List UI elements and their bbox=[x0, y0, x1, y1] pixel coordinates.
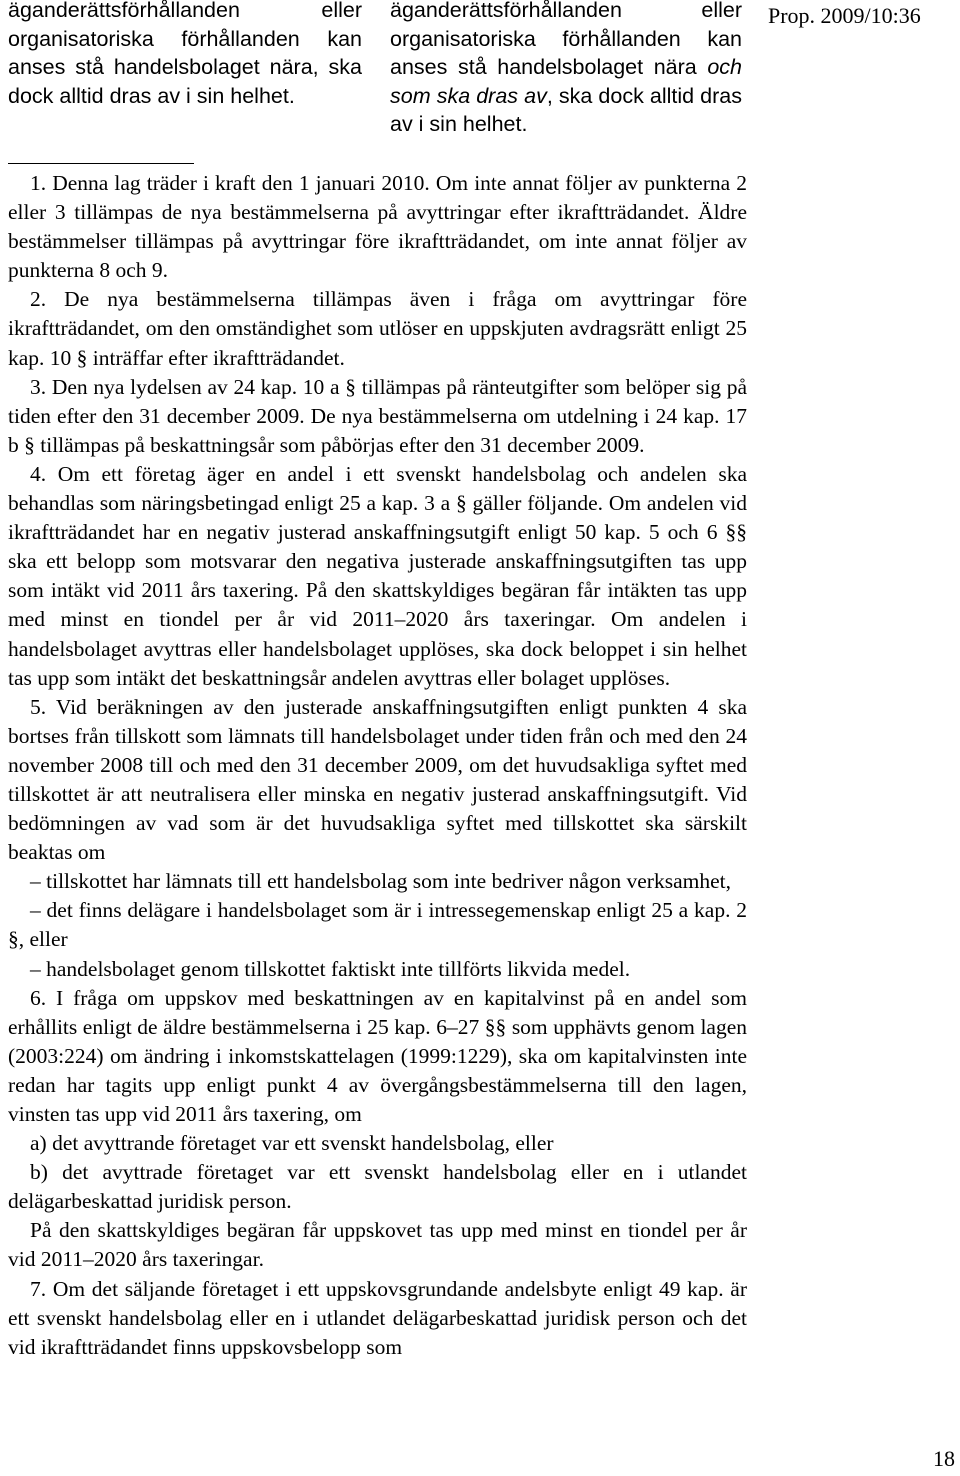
proposition-reference: Prop. 2009/10:36 bbox=[768, 3, 921, 28]
proposed-text-start: äganderättsförhållanden eller organisatoriska förhållanden kan anses stå handelsbolaget nära bbox=[390, 0, 742, 80]
provision-point-7: 7. Om det säljande företaget i ett uppskovsgrundande andelsbyte enligt 49 kap. är ett svenskt handelsbolag eller en i utlandet delägarbeskattad juridisk person och det vid ikraftträdandet finns uppskovsbelopp som bbox=[8, 1276, 747, 1359]
provision-dash-item: – tillskottet har lämnats till ett handelsbolag som inte bedriver någon verksamhet, bbox=[30, 869, 731, 894]
proposed-text-italic-insertion: och som ska dras av bbox=[390, 55, 742, 108]
provision-sub-item-b: b) det avyttrade företaget var ett svenskt handelsbolag eller en i utlandet delägarbeskattad juridisk person. bbox=[8, 1160, 747, 1214]
proposed-text-end: , ska dock alltid dras av i sin helhet. bbox=[390, 83, 743, 137]
provision-point-6: 6. I fråga om uppskov med beskattningen av en kapitalvinst på en andel som erhållits enligt de äldre bestämmelserna i 25 kap. 6–27 §§ som upphävts genom lagen (2003:224) om ändring i inkomstskattelagen (1999:1229), ska om kapitalvinsten inte redan har tagits upp enligt punkt 4 av övergångsbestämmelserna till den lagen, vinsten tas upp vid 2011 års taxering, om bbox=[8, 985, 747, 1126]
provision-point-3: 3. Den nya lydelsen av 24 kap. 10 a § tillämpas på ränteutgifter som belöper sig på tiden efter den 31 december 2009. De nya bestämmelserna om utdelning i 24 kap. 17 b § tillämpas på beskattningsår som påbörjas efter den 31 december 2009. bbox=[8, 374, 747, 457]
transitional-provisions bbox=[8, 169, 747, 1362]
provision-dash-item: – det finns delägare i handelsbolaget som är i intressegemenskap enligt 25 a kap. 2 §, eller bbox=[8, 898, 747, 952]
provision-point-4: 4. Om ett företag äger en andel i ett svenskt handelsbolag och andelen ska behandlas som näringsbetingad enligt 25 a kap. 3 a § gäller följande. Om andelen vid ikraftträdandet har en negativ justerad anskaffningsutgift enligt 50 kap. 5 och 6 §§ ska ett belopp som motsvarar den negativa justerade anskaffningsutgiften tas upp som intäkt vid 2011 års taxering. På den skattskyldiges begäran får intäkten tas upp med minst en tiondel per år vid 2011–2020 års taxeringar. Om andelen i handelsbolaget avyttras eller handelsbolaget upplöses, ska dock beloppet i sin helhet tas upp som intäkt det beskattningsår andelen avyttras eller bolaget upplöses. bbox=[8, 461, 747, 690]
table-cell-proposed-wording bbox=[390, 0, 742, 139]
separator-rule bbox=[8, 163, 194, 164]
provision-sub-item-a: a) det avyttrande företaget var ett svenskt handelsbolag, eller bbox=[30, 1131, 554, 1156]
table-cell-current-wording: äganderättsförhållanden eller organisatoriska förhållanden kan anses stå handelsbolaget nära, ska dock alltid dras av i sin helhet. bbox=[8, 0, 362, 108]
provision-dash-item: – handelsbolaget genom tillskottet faktiskt inte tillförts likvida medel. bbox=[30, 956, 631, 981]
page-number: 18 bbox=[933, 1446, 955, 1471]
provision-point-2: 2. De nya bestämmelserna tillämpas även i fråga om avyttringar före ikraftträdandet, om den omständighet som utlöser en uppskjuten avdragsrätt enligt 25 kap. 10 § inträffar efter ikraftträdandet. bbox=[8, 287, 747, 370]
provision-point-5: 5. Vid beräkningen av den justerade anskaffningsutgiften enligt punkten 4 ska bortses från tillskott som lämnats till handelsbolaget under tiden från och med den 24 november 2008 till och med den 31 december 2009, om det huvudsakliga syftet med tillskottet är att neutralisera eller minska en negativ justerad anskaffningsutgift. Vid bedömningen av vad som är det huvudsakliga syftet med tillskottet ska särskilt beaktas om bbox=[8, 694, 747, 865]
provision-point-1: 1. Denna lag träder i kraft den 1 januari 2010. Om inte annat följer av punkterna 2 eller 3 tillämpas de nya bestämmelserna på avyttringar efter ikraftträdandet. Äldre bestämmelser tillämpas på avyttringar före ikraftträdandet, om inte annat följer av punkterna 8 och 9. bbox=[8, 171, 747, 283]
provision-paragraph: På den skattskyldiges begäran får uppskovet tas upp med minst en tiondel per år vid 2011–2020 års taxeringar. bbox=[8, 1218, 747, 1272]
